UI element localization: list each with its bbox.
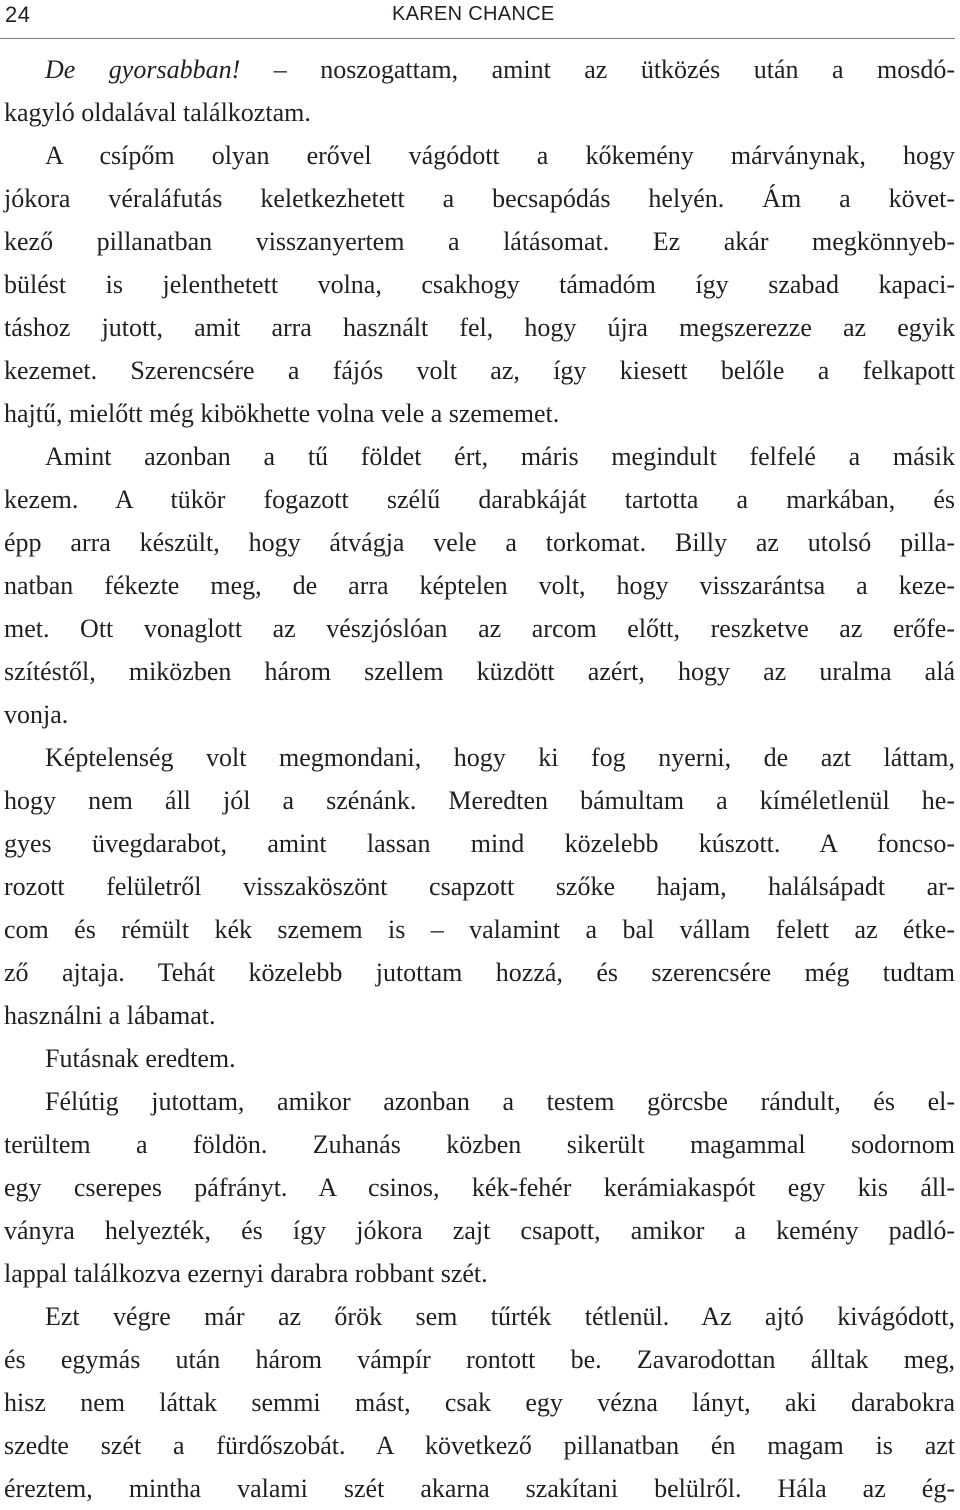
text-line: Képtelenség volt megmondani, hogy ki fog nyerni, de azt láttam, bbox=[45, 743, 955, 772]
text-line: éreztem, mintha valami szét akarna szakítani belülről. Hála az ég- bbox=[4, 1474, 955, 1503]
text-line: kező pillanatban visszanyertem a látásomat. Ez akár megkönnyeb- bbox=[4, 227, 955, 256]
text-line: hogy nem áll jól a szénánk. Meredten bámultam a kíméletlenül he- bbox=[4, 786, 955, 815]
text-line: A csípőm olyan erővel vágódott a kőkemény márványnak, hogy bbox=[45, 141, 955, 170]
text-line: com és rémült kék szemem is – valamint a bal vállam felett az étke- bbox=[4, 915, 955, 944]
italic-phrase: De gyorsabban! bbox=[45, 55, 241, 84]
text-line: használni a lábamat. bbox=[4, 1001, 216, 1030]
body-text bbox=[4, 48, 955, 1510]
page-header bbox=[0, 0, 960, 40]
text-line: és egymás után három vámpír rontott be. Zavarodottan álltak meg, bbox=[4, 1345, 955, 1374]
line-text: – noszogattam, amint az ütközés után a mosdó- bbox=[240, 55, 955, 84]
text-line: ványra helyezték, és így jókora zajt csapott, amikor a kemény padló- bbox=[4, 1216, 955, 1245]
text-line: terültem a földön. Zuhanás közben sikerült magammal sodornom bbox=[4, 1130, 955, 1159]
text-line: gyes üvegdarabot, amint lassan mind közelebb kúszott. A foncso- bbox=[4, 829, 955, 858]
text-line bbox=[4, 48, 955, 91]
text-line: épp arra készült, hogy átvágja vele a torkomat. Billy az utolsó pilla- bbox=[4, 528, 955, 557]
text-line: bülést is jelenthetett volna, csakhogy támadóm így szabad kapaci- bbox=[4, 270, 955, 299]
text-line: ző ajtaja. Tehát közelebb jutottam hozzá, és szerencsére még tudtam bbox=[4, 958, 955, 987]
text-line: vonja. bbox=[4, 700, 69, 729]
text-line: táshoz jutott, amit arra használt fel, hogy újra megszerezze az egyik bbox=[4, 313, 955, 342]
text-line: hajtű, mielőtt még kibökhette volna vele a szememet. bbox=[4, 399, 560, 428]
text-line: Ezt végre már az őrök sem tűrték tétlenül. Az ajtó kivágódott, bbox=[45, 1302, 955, 1331]
text-line: rozott felületről visszaköszönt csapzott szőke hajam, halálsápadt ar- bbox=[4, 872, 955, 901]
text-line: kagyló oldalával találkoztam. bbox=[4, 98, 311, 127]
text-line: egy cserepes páfrányt. A csinos, kék-fehér kerámiakaspót egy kis áll- bbox=[4, 1173, 955, 1202]
header-rule bbox=[0, 38, 955, 39]
text-line: Futásnak eredtem. bbox=[45, 1044, 236, 1073]
text-line: kezemet. Szerencsére a fájós volt az, így kiesett belőle a felkapott bbox=[4, 356, 955, 385]
text-line: met. Ott vonaglott az vészjóslóan az arcom előtt, reszketve az erőfe- bbox=[4, 614, 955, 643]
running-head: KAREN CHANCE bbox=[392, 3, 555, 25]
text-line: jókora véraláfutás keletkezhetett a becsapódás helyén. Ám a követ- bbox=[4, 184, 955, 213]
text-line: lappal találkozva ezernyi darabra robbant szét. bbox=[4, 1259, 488, 1288]
text-line: natban fékezte meg, de arra képtelen volt, hogy visszarántsa a keze- bbox=[4, 571, 955, 600]
text-line: kezem. A tükör fogazott szélű darabkáját tartotta a markában, és bbox=[4, 485, 955, 514]
text-line: szedte szét a fürdőszobát. A következő pillanatban én magam is azt bbox=[4, 1431, 955, 1460]
page-number: 24 bbox=[5, 2, 31, 27]
text-line: hisz nem láttak semmi mást, csak egy vézna lányt, aki darabokra bbox=[4, 1388, 955, 1417]
text-line: Félútig jutottam, amikor azonban a testem görcsbe rándult, és el- bbox=[45, 1087, 955, 1116]
text-line: Amint azonban a tű földet ért, máris megindult felfelé a másik bbox=[45, 442, 955, 471]
text-line: szítéstől, miközben három szellem küzdött azért, hogy az uralma alá bbox=[4, 657, 955, 686]
